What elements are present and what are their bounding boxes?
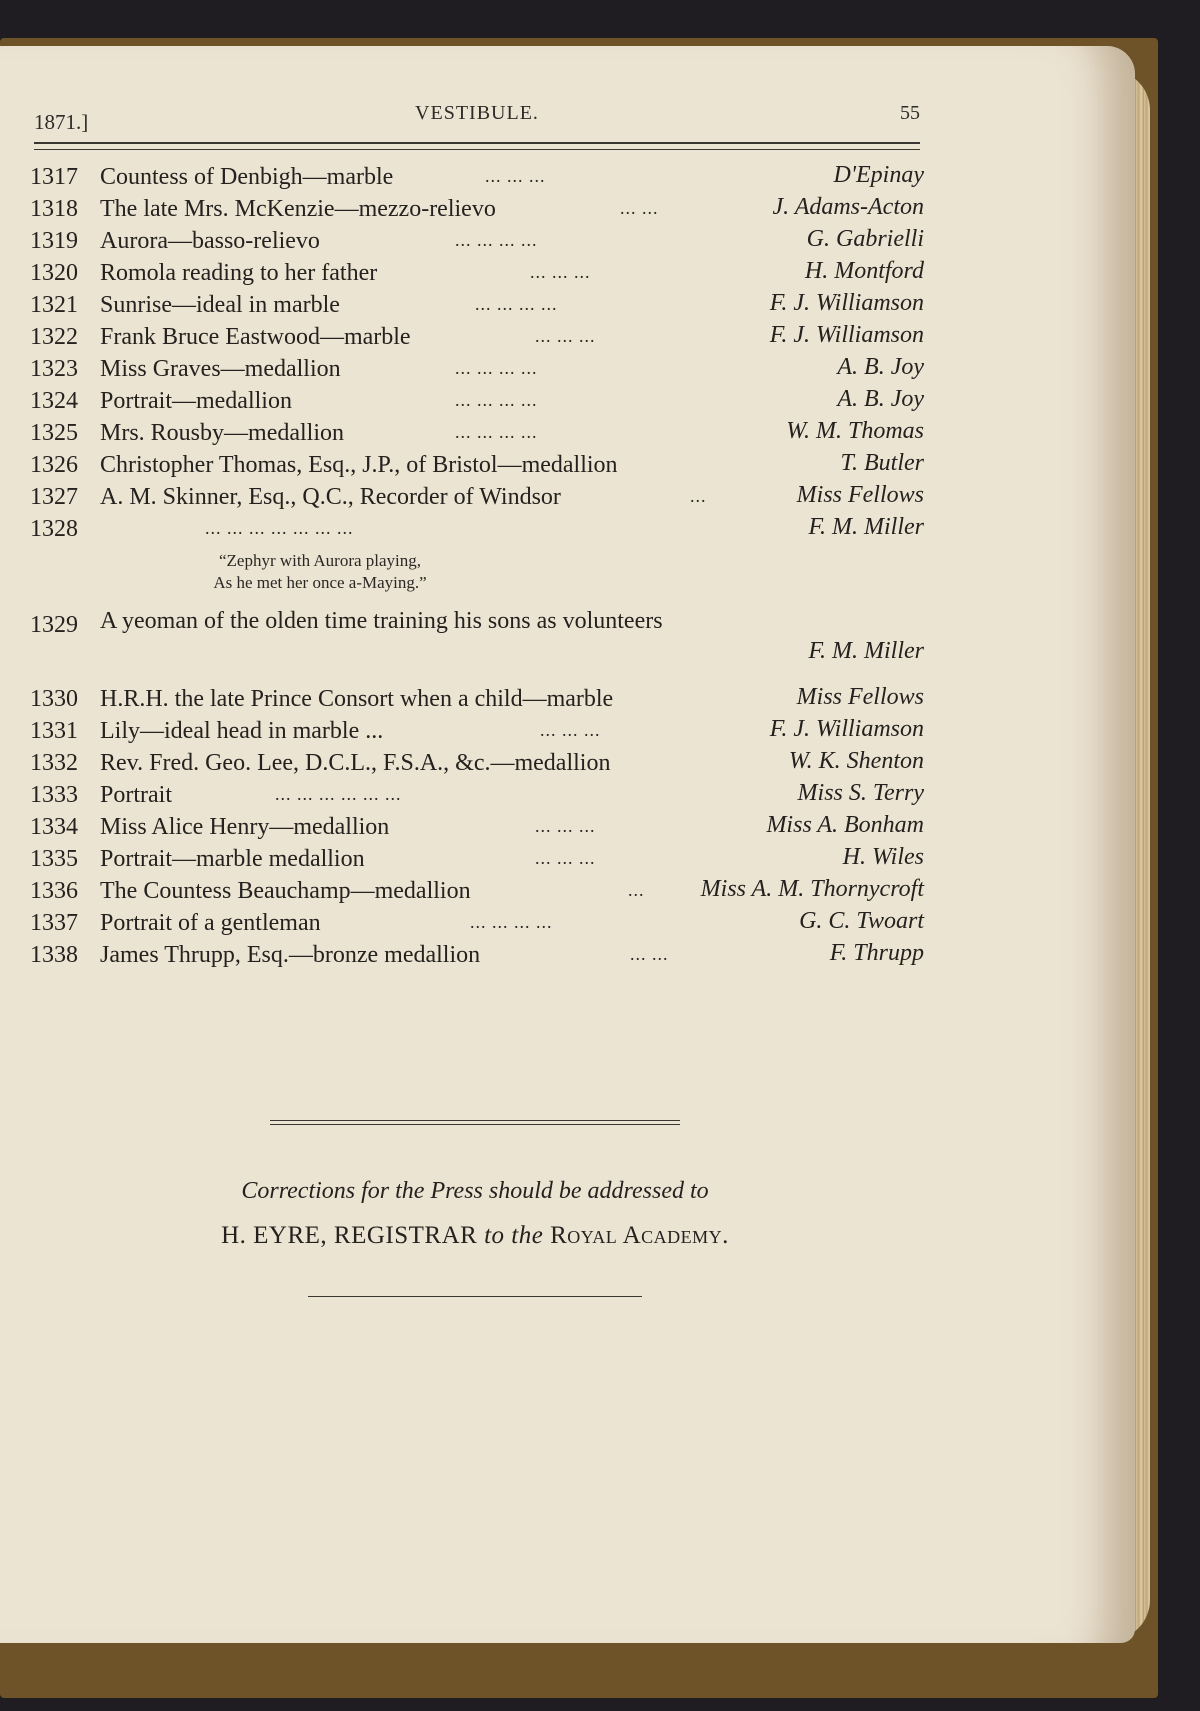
header-year: 1871.] — [34, 110, 89, 134]
entry-artist: F. J. Williamson — [769, 322, 924, 348]
entry-title: Romola reading to her father — [100, 260, 378, 286]
entry-number: 1336 — [30, 878, 78, 904]
dot-leader: ... ... ... ... — [455, 390, 538, 410]
entry-title: Lily—ideal head in marble ... — [100, 718, 384, 744]
entry-number: 1325 — [30, 420, 78, 446]
registrar-name: H. EYRE, REGISTRAR — [221, 1222, 478, 1249]
section-divider — [270, 1120, 680, 1125]
catalogue-entry — [30, 514, 924, 546]
dot-leader: ... ... ... ... — [455, 422, 538, 442]
entry-title: The Countess Beauchamp—medallion — [100, 878, 471, 904]
entry-artist: Miss S. Terry — [797, 780, 924, 806]
entry-artist: T. Butler — [840, 450, 924, 476]
entry-title: H.R.H. the late Prince Consort when a child—marble — [100, 686, 614, 712]
dot-leader: ... ... ... ... — [455, 230, 538, 250]
dot-leader: ... ... — [620, 198, 659, 218]
catalogue-entry — [30, 940, 924, 972]
catalogue-entry — [30, 844, 924, 876]
entry-number: 1333 — [30, 782, 78, 808]
catalogue-entry — [30, 418, 924, 450]
quote-line: “Zephyr with Aurora playing, — [218, 551, 422, 570]
entry-title: Sunrise—ideal in marble — [100, 292, 340, 318]
entry-title: A yeoman of the olden time training his sons as volunteers — [100, 608, 663, 634]
entry-artist: Miss A. Bonham — [766, 812, 924, 838]
entry-title: Frank Bruce Eastwood—marble — [100, 324, 411, 350]
dot-leader: ... — [690, 486, 707, 506]
entry-artist: A. B. Joy — [837, 386, 924, 412]
catalogue-entry — [30, 748, 924, 780]
entry-artist: W. M. Thomas — [786, 418, 924, 444]
footer-rule — [308, 1296, 642, 1297]
dot-leader: ... ... ... ... — [455, 358, 538, 378]
entry-artist: F. J. Williamson — [769, 290, 924, 316]
entry-artist: Miss Fellows — [796, 482, 924, 508]
registrar-org: Royal Academy. — [550, 1222, 729, 1249]
dot-leader: ... ... ... — [530, 262, 591, 282]
catalogue-list — [30, 162, 924, 972]
entry-title: Miss Graves—medallion — [100, 356, 341, 382]
running-header — [34, 100, 920, 136]
catalogue-entry — [30, 716, 924, 748]
entry-title: Portrait of a gentleman — [100, 910, 321, 936]
entry-number: 1323 — [30, 356, 78, 382]
dot-leader: ... ... ... — [535, 848, 596, 868]
entry-number: 1320 — [30, 260, 78, 286]
entry-number: 1329 — [30, 612, 78, 638]
catalogue-entry — [30, 354, 924, 386]
entry-artist: G. C. Twoart — [799, 908, 924, 934]
catalogue-entry — [30, 608, 924, 670]
entry-artist: H. Wiles — [842, 844, 924, 870]
catalogue-entry — [30, 482, 924, 514]
page-number: 55 — [900, 102, 920, 124]
entry-title: Aurora—basso-relievo — [100, 228, 320, 254]
entry-number: 1318 — [30, 196, 78, 222]
dot-leader: ... ... ... — [540, 720, 601, 740]
entry-artist: F. M. Miller — [808, 514, 924, 540]
dot-leader: ... ... ... — [485, 166, 546, 186]
dot-leader: ... ... ... — [535, 326, 596, 346]
entry-title: The late Mrs. McKenzie—mezzo-relievo — [100, 196, 496, 222]
registrar-to: to the — [484, 1222, 544, 1249]
entry-title: Christopher Thomas, Esq., J.P., of Bristol—medallion — [100, 452, 618, 478]
entry-title: Rev. Fred. Geo. Lee, D.C.L., F.S.A., &c.—medallion — [100, 750, 611, 776]
catalogue-entry — [30, 258, 924, 290]
entry-artist: D'Epinay — [833, 162, 924, 188]
header-rule — [34, 142, 920, 150]
entry-number: 1337 — [30, 910, 78, 936]
entry-number: 1332 — [30, 750, 78, 776]
entry-number: 1322 — [30, 324, 78, 350]
entry-title: Miss Alice Henry—medallion — [100, 814, 390, 840]
entry-number: 1317 — [30, 164, 78, 190]
entry-artist: Miss Fellows — [796, 684, 924, 710]
dot-leader: ... ... ... ... — [475, 294, 558, 314]
entry-artist: G. Gabrielli — [806, 226, 924, 252]
entry-title: Countess of Denbigh—marble — [100, 164, 394, 190]
entry-title: Portrait — [100, 782, 172, 808]
entry-number: 1319 — [30, 228, 78, 254]
catalogue-entry — [30, 386, 924, 418]
corrections-note: Corrections for the Press should be addressed to — [241, 1178, 709, 1204]
quote-block — [70, 546, 570, 608]
entry-title: A. M. Skinner, Esq., Q.C., Recorder of Windsor — [100, 484, 561, 510]
catalogue-entry — [30, 226, 924, 258]
entry-title: Portrait—marble medallion — [100, 846, 365, 872]
entry-number: 1338 — [30, 942, 78, 968]
entry-artist: F. J. Williamson — [769, 716, 924, 742]
entry-artist: Miss A. M. Thornycroft — [700, 876, 924, 902]
entry-title: Portrait—medallion — [100, 388, 292, 414]
catalogue-entry — [30, 194, 924, 226]
catalogue-entry — [30, 684, 924, 716]
entry-artist: W. K. Shenton — [788, 748, 924, 774]
catalogue-entry — [30, 876, 924, 908]
entry-title: Mrs. Rousby—medallion — [100, 420, 344, 446]
dot-leader: ... ... ... ... ... ... — [275, 784, 402, 804]
entry-number: 1328 — [30, 516, 78, 542]
entry-number: 1335 — [30, 846, 78, 872]
dot-leader: ... ... — [630, 944, 669, 964]
dot-leader: ... — [628, 880, 645, 900]
header-title: VESTIBULE. — [415, 102, 539, 124]
catalogue-entry — [30, 322, 924, 354]
dot-leader: ... ... ... — [535, 816, 596, 836]
entry-number: 1324 — [30, 388, 78, 414]
entry-artist: F. Thrupp — [829, 940, 924, 966]
entry-number: 1327 — [30, 484, 78, 510]
entry-number: 1326 — [30, 452, 78, 478]
entry-number: 1321 — [30, 292, 78, 318]
quote-line: As he met her once a-Maying.” — [213, 573, 427, 592]
entry-number: 1334 — [30, 814, 78, 840]
entry-artist: J. Adams-Acton — [772, 194, 924, 220]
catalogue-entry — [30, 908, 924, 940]
entry-title: James Thrupp, Esq.—bronze medallion — [100, 942, 481, 968]
entry-artist: F. M. Miller — [808, 638, 924, 664]
catalogue-entry — [30, 780, 924, 812]
catalogue-entry — [30, 812, 924, 844]
registrar-line — [0, 1222, 950, 1250]
dot-leader: ... ... ... ... — [470, 912, 553, 932]
entry-number: 1331 — [30, 718, 78, 744]
catalogue-entry — [30, 450, 924, 482]
catalogue-entry — [30, 162, 924, 194]
entry-artist: A. B. Joy — [837, 354, 924, 380]
entry-artist: H. Montford — [804, 258, 924, 284]
entry-number: 1330 — [30, 686, 78, 712]
dot-leader: ... ... ... ... ... ... ... — [205, 518, 354, 538]
catalogue-entry — [30, 290, 924, 322]
